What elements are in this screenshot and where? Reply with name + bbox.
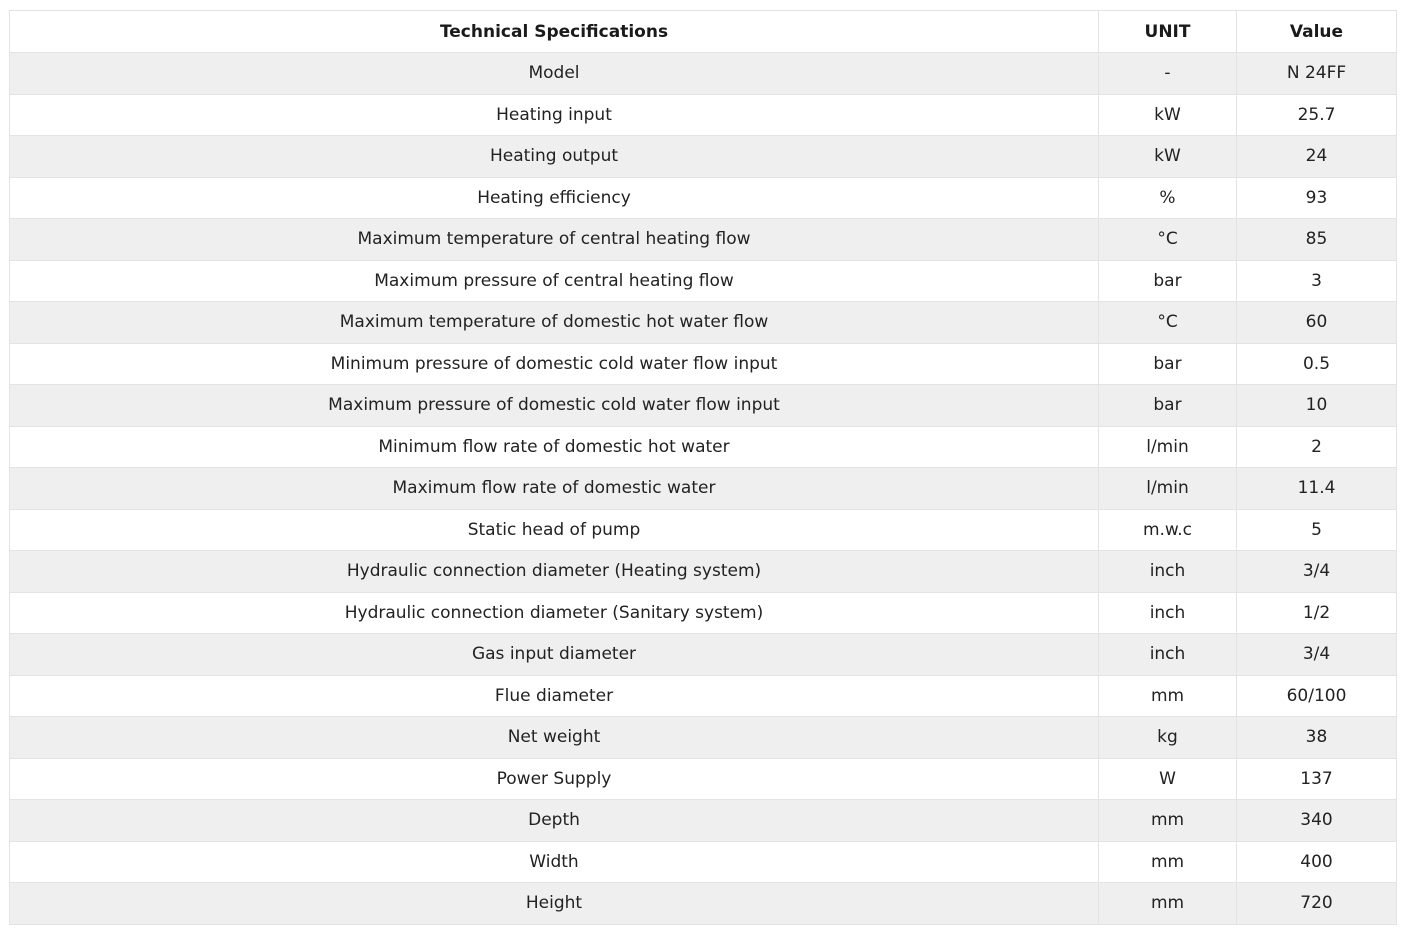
- unit-cell: mm: [1099, 883, 1237, 925]
- table-row: [10, 841, 1397, 883]
- unit-cell: kW: [1099, 94, 1237, 136]
- unit-cell: W: [1099, 758, 1237, 800]
- spec-cell: Maximum temperature of central heating flow: [10, 219, 1099, 261]
- value-cell: 38: [1237, 717, 1397, 759]
- spec-cell: Net weight: [10, 717, 1099, 759]
- value-cell: 3/4: [1237, 551, 1397, 593]
- spec-cell: Power Supply: [10, 758, 1099, 800]
- unit-cell: mm: [1099, 675, 1237, 717]
- spec-cell: Maximum pressure of central heating flow: [10, 260, 1099, 302]
- value-cell: 3: [1237, 260, 1397, 302]
- spec-cell: Hydraulic connection diameter (Heating system): [10, 551, 1099, 593]
- value-cell: 24: [1237, 136, 1397, 178]
- unit-cell: kW: [1099, 136, 1237, 178]
- spec-cell: Depth: [10, 800, 1099, 842]
- spec-cell: Height: [10, 883, 1099, 925]
- table-row: [10, 53, 1397, 95]
- spec-cell: Heating input: [10, 94, 1099, 136]
- value-cell: 10: [1237, 385, 1397, 427]
- table-row: [10, 94, 1397, 136]
- table-row: [10, 177, 1397, 219]
- unit-cell: mm: [1099, 841, 1237, 883]
- unit-cell: inch: [1099, 592, 1237, 634]
- table-row: [10, 634, 1397, 676]
- unit-cell: °C: [1099, 302, 1237, 344]
- spec-cell: Minimum pressure of domestic cold water flow input: [10, 343, 1099, 385]
- table-row: [10, 717, 1397, 759]
- table-row: [10, 509, 1397, 551]
- spec-cell: Maximum flow rate of domestic water: [10, 468, 1099, 510]
- table-row: [10, 385, 1397, 427]
- table-row: [10, 468, 1397, 510]
- table-row: [10, 302, 1397, 344]
- spec-cell: Hydraulic connection diameter (Sanitary system): [10, 592, 1099, 634]
- table-body: [10, 53, 1397, 925]
- spec-cell: Flue diameter: [10, 675, 1099, 717]
- spec-cell: Maximum temperature of domestic hot water flow: [10, 302, 1099, 344]
- table-row: [10, 758, 1397, 800]
- spec-cell: Minimum flow rate of domestic hot water: [10, 426, 1099, 468]
- unit-cell: inch: [1099, 634, 1237, 676]
- value-cell: N 24FF: [1237, 53, 1397, 95]
- value-cell: 0.5: [1237, 343, 1397, 385]
- table-row: [10, 426, 1397, 468]
- spec-cell: Gas input diameter: [10, 634, 1099, 676]
- value-cell: 2: [1237, 426, 1397, 468]
- header-value: Value: [1237, 11, 1397, 53]
- table-row: [10, 675, 1397, 717]
- spec-cell: Static head of pump: [10, 509, 1099, 551]
- value-cell: 137: [1237, 758, 1397, 800]
- value-cell: 720: [1237, 883, 1397, 925]
- table-row: [10, 592, 1397, 634]
- unit-cell: bar: [1099, 343, 1237, 385]
- table-row: [10, 800, 1397, 842]
- unit-cell: bar: [1099, 385, 1237, 427]
- table-row: [10, 260, 1397, 302]
- unit-cell: m.w.c: [1099, 509, 1237, 551]
- value-cell: 93: [1237, 177, 1397, 219]
- value-cell: 400: [1237, 841, 1397, 883]
- spec-cell: Heating efficiency: [10, 177, 1099, 219]
- table-row: [10, 219, 1397, 261]
- table-row: [10, 551, 1397, 593]
- value-cell: 11.4: [1237, 468, 1397, 510]
- header-technical-specifications: Technical Specifications: [10, 11, 1099, 53]
- value-cell: 3/4: [1237, 634, 1397, 676]
- unit-cell: °C: [1099, 219, 1237, 261]
- value-cell: 1/2: [1237, 592, 1397, 634]
- unit-cell: kg: [1099, 717, 1237, 759]
- value-cell: 25.7: [1237, 94, 1397, 136]
- unit-cell: l/min: [1099, 426, 1237, 468]
- unit-cell: bar: [1099, 260, 1237, 302]
- unit-cell: %: [1099, 177, 1237, 219]
- spec-table-container: [9, 10, 1396, 925]
- value-cell: 60/100: [1237, 675, 1397, 717]
- spec-cell: Width: [10, 841, 1099, 883]
- value-cell: 60: [1237, 302, 1397, 344]
- spec-table: [9, 10, 1397, 925]
- table-row: [10, 343, 1397, 385]
- value-cell: 340: [1237, 800, 1397, 842]
- table-row: [10, 883, 1397, 925]
- unit-cell: mm: [1099, 800, 1237, 842]
- value-cell: 85: [1237, 219, 1397, 261]
- spec-cell: Heating output: [10, 136, 1099, 178]
- value-cell: 5: [1237, 509, 1397, 551]
- spec-cell: Model: [10, 53, 1099, 95]
- header-unit: UNIT: [1099, 11, 1237, 53]
- unit-cell: -: [1099, 53, 1237, 95]
- spec-cell: Maximum pressure of domestic cold water flow input: [10, 385, 1099, 427]
- table-row: [10, 136, 1397, 178]
- table-header-row: [10, 11, 1397, 53]
- unit-cell: l/min: [1099, 468, 1237, 510]
- unit-cell: inch: [1099, 551, 1237, 593]
